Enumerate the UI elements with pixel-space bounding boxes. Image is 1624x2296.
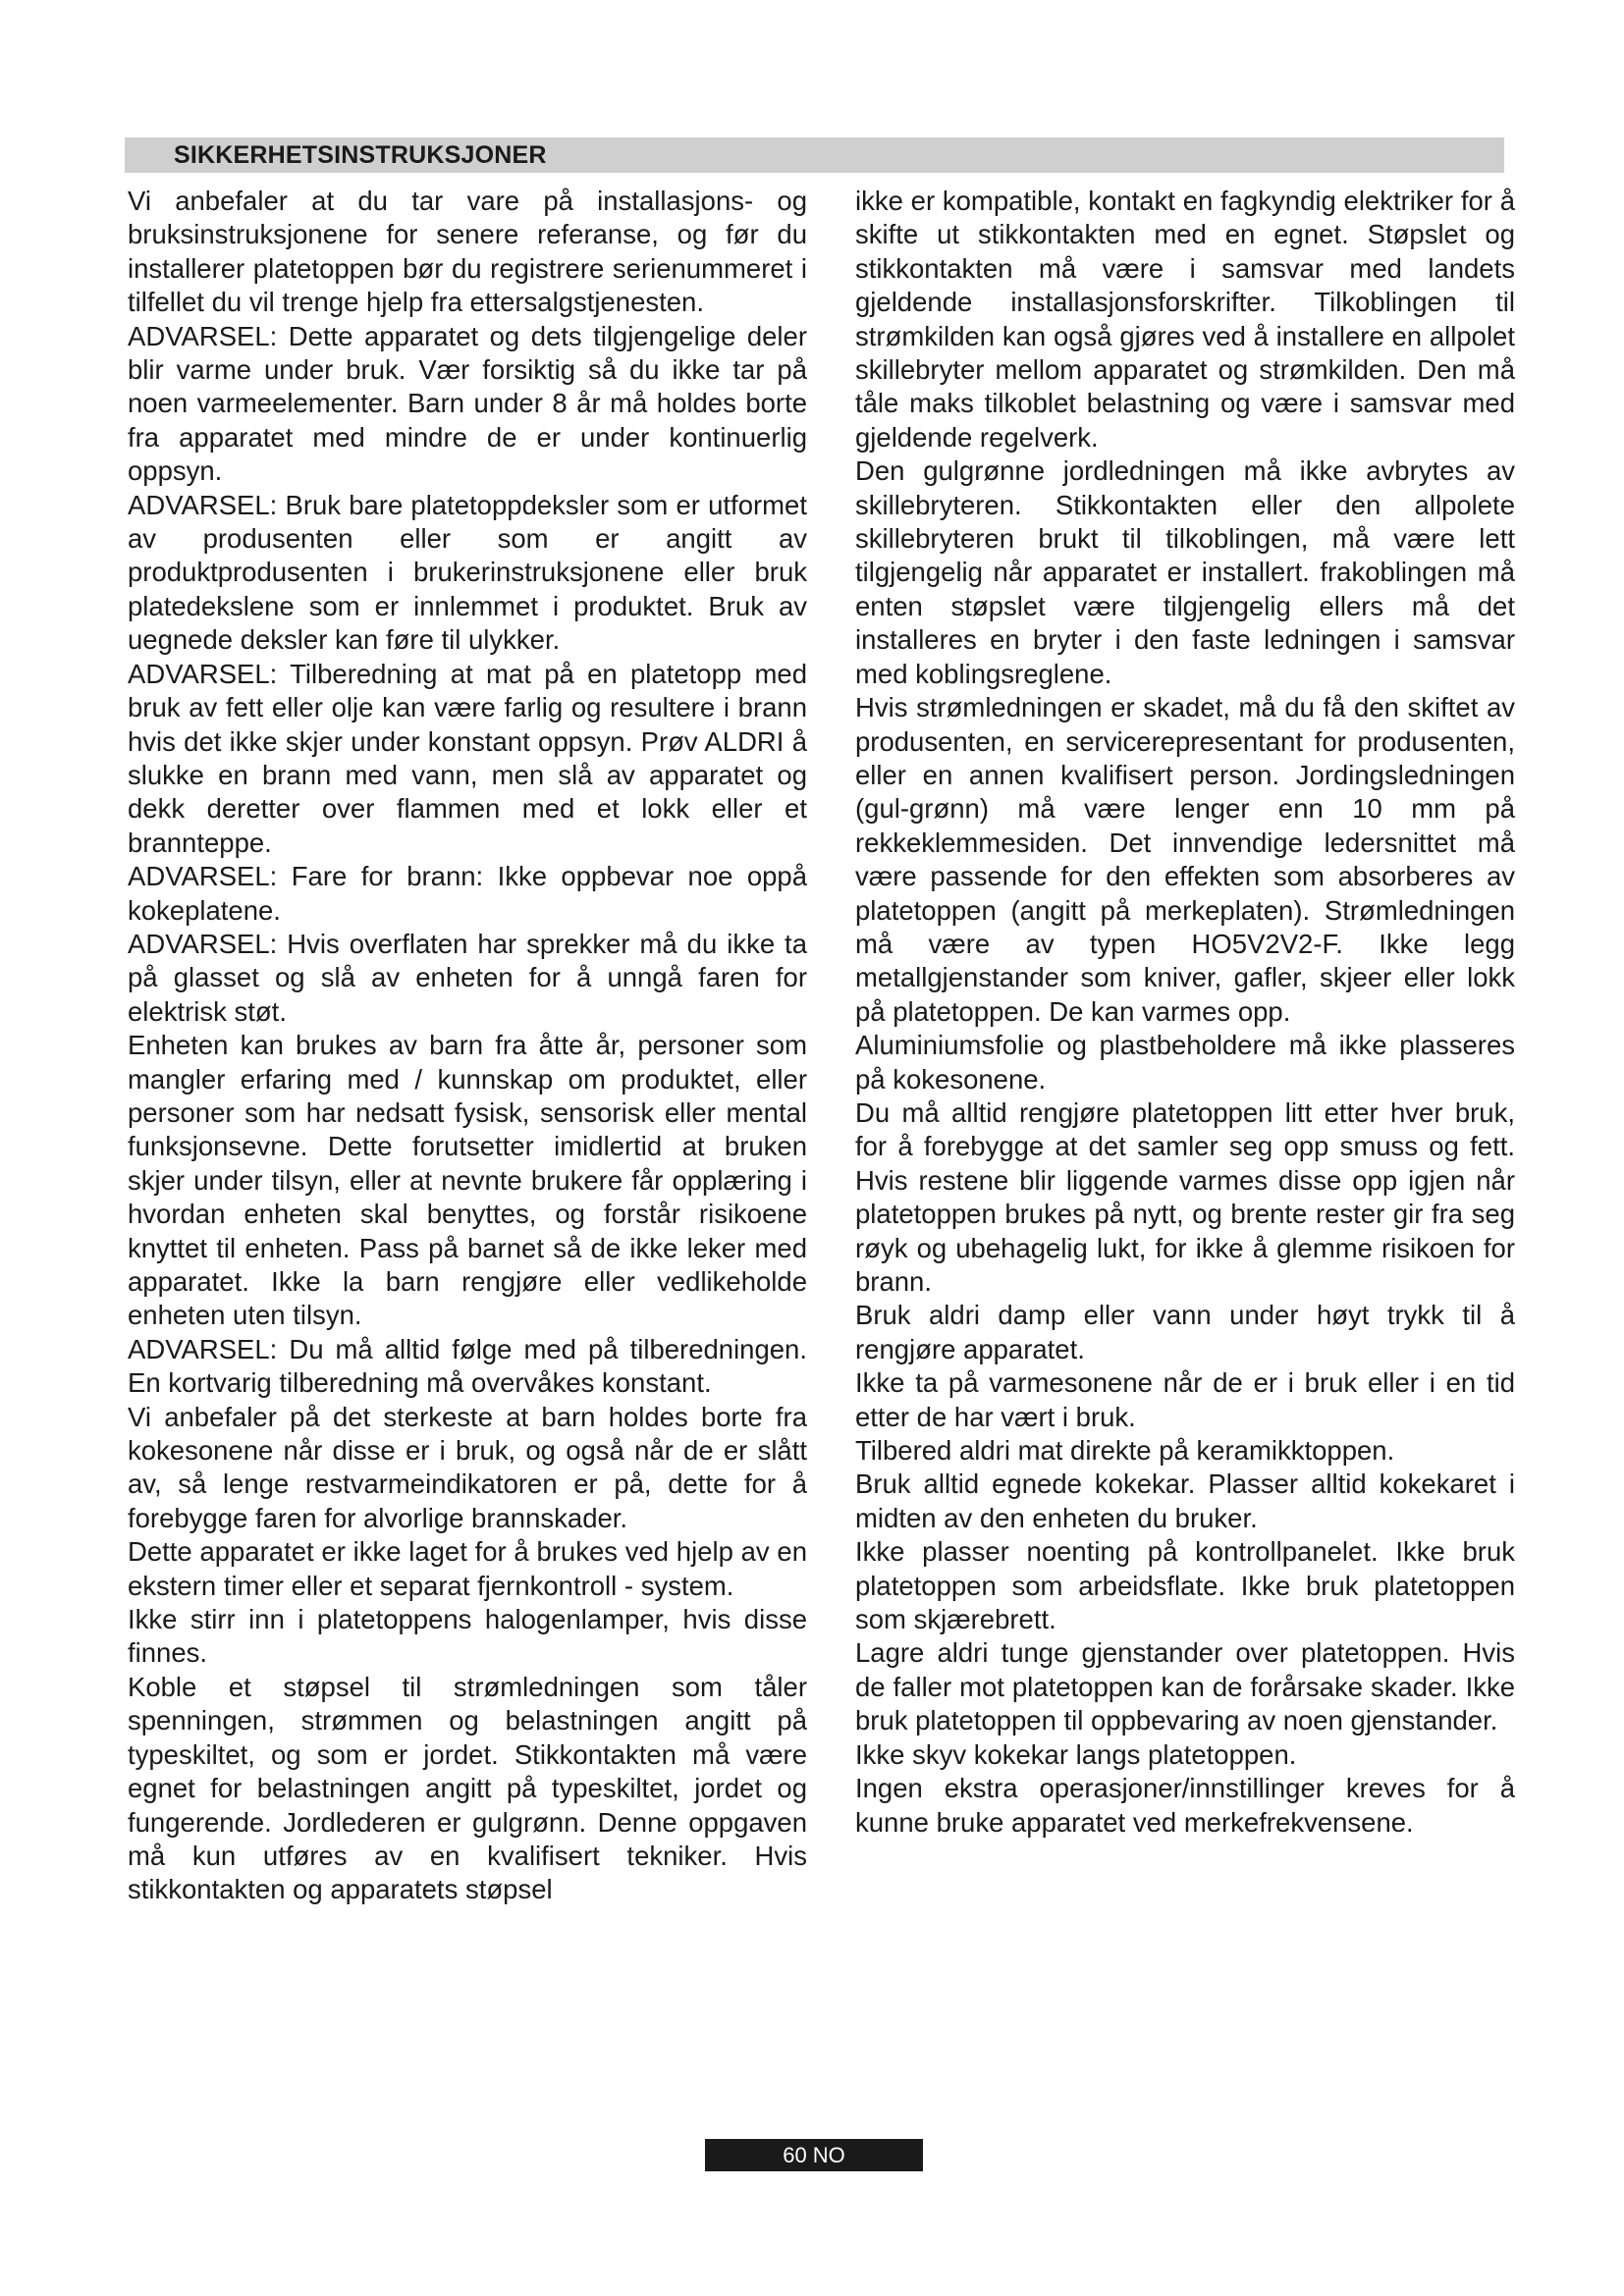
paragraph-socket-compatibility: ikke er kompatible, kontakt en fagkyndig elektriker for å skifte ut stikkontakten med en egnet. Støpslet og stikkontakten må være i samsvar med landets gjeldende installasjonsforskrifter. Tilkoblingen til strømkilden kan også gjøres ved å installere en allpolet skillebryter mellom apparatet og strømkilden. Den må tåle maks tilkoblet belastning og være i samsvar med gjeldende regelverk.: [855, 186, 1515, 453]
page-number: 60 NO: [783, 2143, 845, 2167]
paragraph-warning-cracks: ADVARSEL: Hvis overflaten har sprekker må du ikke ta på glasset og slå av enheten for å unngå faren for elektrisk støt.: [128, 928, 807, 1027]
paragraph-warning-fire-storage: ADVARSEL: Fare for brann: Ikke oppbevar noe oppå kokeplatene.: [128, 861, 807, 926]
paragraph-intro: Vi anbefaler at du tar vare på installasjons- og bruksinstruksjonene for senere referanse, og før du installerer platetoppen bør du registrere serienummeret i tilfellet du vil trenge hjelp fra ettersalgstjenesten.: [128, 186, 807, 318]
paragraph-warning-supervise: ADVARSEL: Du må alltid følge med på tilberedningen. En kortvarig tilberedning må overvåkes konstant.: [128, 1333, 807, 1399]
paragraph-children-away: Vi anbefaler på det sterkeste at barn holdes borte fra kokesonene når disse er i bruk, og også når de er slått av, så lenge restvarmeindikatoren er på, dette for å forebygge faren for alvorlige brannskader.: [128, 1401, 807, 1533]
paragraph-warning-hot-parts: ADVARSEL: Dette apparatet og dets tilgjengelige deler blir varme under bruk. Vær forsiktig så du ikke tar på noen varmeelementer. Barn under 8 år må holdes borte fra apparatet med mindre de er under kontinuerlig oppsyn.: [128, 320, 807, 487]
paragraph-hot-zones: Ikke ta på varmesonene når de er i bruk eller i en tid etter de har vært i bruk.: [855, 1367, 1515, 1432]
paragraph-damaged-cable: Hvis strømledningen er skadet, må du få den skiftet av produsenten, en servicerepresentant for produsenten, eller en annen kvalifisert person. Jordingsledningen (gul-grønn) må være lenger enn 10 mm på rekkeklemmesiden. Det innvendige ledersnittet må være passende for den effekten som absorberes av platetoppen (angitt på merkeplaten). Strømledningen må være av typen HO5V2V2-F. Ikke legg metallgjenstander som kniver, gafler, skjeer eller lokk på platetoppen. De kan varmes opp.: [855, 692, 1515, 1027]
paragraph-no-extra-settings: Ingen ekstra operasjoner/innstillinger kreves for å kunne bruke apparatet ved merkefrekvensene.: [855, 1773, 1515, 1838]
paragraph-halogen-lamps: Ikke stirr inn i platetoppens halogenlamper, hvis disse finnes.: [128, 1604, 807, 1669]
paragraph-plug-connection: Koble et støpsel til strømledningen som tåler spenningen, strømmen og belastningen angitt på typeskiltet, og som er jordet. Stikkontakten må være egnet for belastningen angitt på typeskiltet, jordet og fungerende. Jordlederen er gulgrønn. Denne oppgaven må kun utføres av en kvalifisert tekniker. Hvis stikkontakten og apparatets støpsel: [128, 1671, 807, 1905]
paragraph-cleaning: Du må alltid rengjøre platetoppen litt etter hver bruk, for å forebygge at det samler seg opp smuss og fett. Hvis restene blir liggende varmes disse opp igjen når platetoppen brukes på nytt, og brente rester gir fra seg røyk og ubehagelig lukt, for ikke å glemme risikoen for brann.: [855, 1096, 1515, 1297]
left-column: [128, 185, 807, 1907]
paragraph-aluminium-foil: Aluminiumsfolie og plastbeholdere må ikke plasseres på kokesonene.: [855, 1030, 1515, 1095]
paragraph-no-sliding: Ikke skyv kokekar langs platetoppen.: [855, 1738, 1297, 1770]
paragraph-no-steam: Bruk aldri damp eller vann under høyt trykk til å rengjøre apparatet.: [855, 1300, 1515, 1364]
section-header-bar: [125, 137, 1504, 173]
paragraph-warning-covers: ADVARSEL: Bruk bare platetoppdeksler som er utformet av produsenten eller som er angitt av produktprodusenten i brukerinstruksjonene eller bruk platedekslene som er innlemmet i produktet. Bruk av uegnede deksler kan føre til ulykker.: [128, 489, 807, 656]
paragraph-suitable-cookware: Bruk alltid egnede kokekar. Plasser alltid kokekaret i midten av den enheten du bruker.: [855, 1468, 1515, 1533]
paragraph-no-direct-food: Tilbered aldri mat direkte på keramikktoppen.: [855, 1435, 1395, 1467]
paragraph-heavy-objects: Lagre aldri tunge gjenstander over platetoppen. Hvis de faller mot platetoppen kan de forårsake skader. Ikke bruk platetoppen til oppbevaring av noen gjenstander.: [855, 1637, 1515, 1736]
paragraph-warning-fat-oil-fire: ADVARSEL: Tilberedning at mat på en platetopp med bruk av fett eller olje kan være farlig og resultere i brann hvis det ikke skjer under konstant oppsyn. Prøv ALDRI å slukke en brann med vann, men slå av apparatet og dekk deretter over flammen med et lokk eller et brannteppe.: [128, 658, 807, 858]
page-number-badge: [705, 2139, 923, 2171]
paragraph-external-timer: Dette apparatet er ikke laget for å brukes ved hjelp av en ekstern timer eller et separat fjernkontroll - system.: [128, 1536, 807, 1601]
paragraph-earth-wire: Den gulgrønne jordledningen må ikke avbrytes av skillebryteren. Stikkontakten eller den allpolete skillebryteren brukt til tilkoblingen, må være lett tilgjengelig når apparatet er installert. frakoblingen må enten støpslet være tilgjengelig ellers må det installeres en bryter i den faste ledningen i samsvar med koblingsreglene.: [855, 455, 1515, 689]
section-title: SIKKERHETSINSTRUKSJONER: [174, 141, 547, 169]
paragraph-children-usage: Enheten kan brukes av barn fra åtte år, personer som mangler erfaring med / kunnskap om produktet, eller personer som har nedsatt fysisk, sensorisk eller mental funksjonsevne. Dette forutsetter imidlertid at bruken skjer under tilsyn, eller at nevnte brukere får opplæring i hvordan enheten skal benyttes, og forstår risikoene knyttet til enheten. Pass på barnet så de ikke leker med apparatet. Ikke la barn rengjøre eller vedlikeholde enheten uten tilsyn.: [128, 1030, 807, 1331]
right-column: [855, 185, 1515, 1840]
paragraph-control-panel: Ikke plasser noenting på kontrollpanelet. Ikke bruk platetoppen som arbeidsflate. Ikke bruk platetoppen som skjærebrett.: [855, 1536, 1515, 1635]
